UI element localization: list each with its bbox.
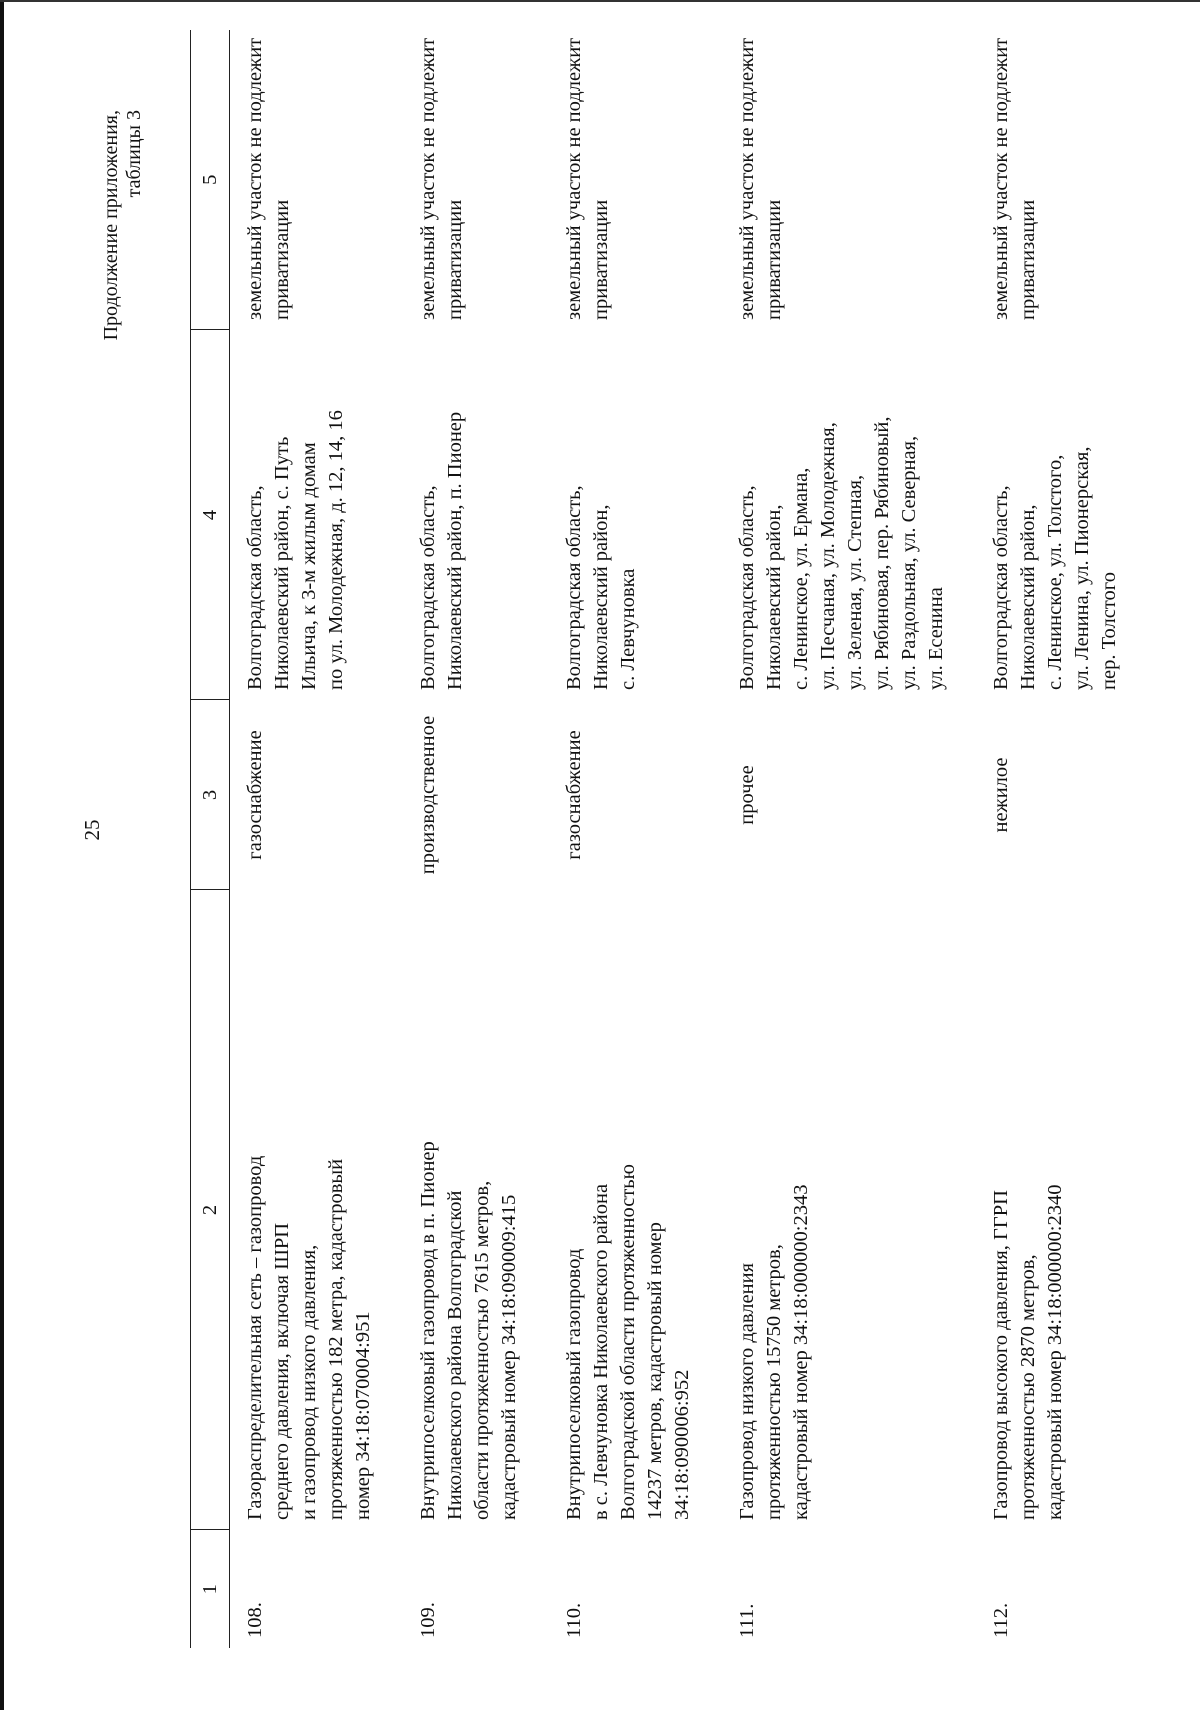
text-line: ул. Зеленая, ул. Степная, [844, 474, 866, 690]
property-table [190, 30, 1149, 1648]
column-header: 1 [191, 1530, 230, 1648]
column-header: 4 [191, 330, 230, 700]
text-line: ул. Рябиновая, пер. Рябиновый, [871, 416, 893, 690]
row-number: 109. [417, 1602, 439, 1638]
text-line: приватизации [1017, 199, 1039, 320]
text-line: земельный участок не подлежит [244, 37, 266, 320]
text-line: кадастровый номер 34:18:090009:415 [498, 1194, 520, 1520]
continuation-line: Продолжение приложения, [100, 110, 122, 341]
text-line: приватизации [763, 199, 785, 320]
object-purpose: нежилое [990, 757, 1012, 833]
text-line: в с. Левчуновка Николаевского района [590, 1183, 612, 1520]
table-row [722, 30, 976, 1648]
text-line: протяженностью 2870 метров, [1017, 1254, 1039, 1520]
text-line: по ул. Молодежная, д. 12, 14, 16 [325, 410, 347, 690]
text-line: земельный участок не подлежит [990, 37, 1012, 320]
object-address [549, 330, 722, 700]
row-number: 108. [244, 1602, 266, 1638]
text-line: ул. Есенина [925, 587, 947, 690]
text-line: Николаевский район, [1017, 504, 1039, 690]
text-line: пер. Толстого [1098, 572, 1120, 690]
text-line: земельный участок не подлежит [417, 37, 439, 320]
text-line: среднего давления, включая ШРП [271, 1222, 293, 1520]
text-line: ул. Ленина, ул. Пионерская, [1071, 446, 1093, 690]
text-line: с. Ленинское, ул. Толстого, [1044, 454, 1066, 690]
text-line: земельный участок не подлежит [736, 37, 758, 320]
page-number: 25 [80, 819, 104, 841]
table-row [403, 30, 549, 1648]
continuation-line: таблицы 3 [123, 110, 145, 198]
continuation-note [100, 110, 146, 420]
text-line: Газопровод высокого давления, ГГРП [990, 1190, 1012, 1520]
object-name [549, 890, 722, 1530]
table-row [976, 30, 1149, 1648]
object-address [230, 330, 404, 700]
row-number: 111. [736, 1603, 758, 1638]
object-address [722, 330, 976, 700]
object-purpose: газоснабжение [563, 730, 585, 860]
text-line: Волгоградская область, [244, 485, 266, 690]
text-line: и газопровод низкого давления, [298, 1244, 320, 1520]
object-note [230, 30, 404, 330]
text-line: ул. Раздольная, ул. Северная, [898, 435, 920, 690]
text-line: Ильича, к 3-м жилым домам [298, 442, 320, 690]
object-name [722, 890, 976, 1530]
table-row [549, 30, 722, 1648]
text-line: земельный участок не подлежит [563, 37, 585, 320]
text-line: Внутрипоселковый газопровод [563, 1248, 585, 1520]
text-line: Волгоградская область, [736, 485, 758, 690]
object-name [403, 890, 549, 1530]
table-row [230, 30, 404, 1648]
text-line: номер 34:18:070004:951 [352, 1311, 374, 1520]
text-line: Николаевский район, п. Пионер [444, 411, 466, 690]
text-line: Волгоградская область, [563, 485, 585, 690]
object-name [976, 890, 1149, 1530]
text-line: приватизации [444, 199, 466, 320]
object-purpose: производственное [417, 715, 439, 875]
text-line: Газораспределительная сеть – газопровод [244, 1155, 266, 1520]
text-line: Внутрипоселковый газопровод в п. Пионер [417, 1141, 439, 1520]
text-line: кадастровый номер 34:18:000000:2343 [790, 1184, 812, 1520]
object-name [230, 890, 404, 1530]
object-note [976, 30, 1149, 330]
column-header: 2 [191, 890, 230, 1530]
text-line: 34:18:090006:952 [671, 1369, 693, 1520]
text-line: Волгоградская область, [417, 485, 439, 690]
object-address [403, 330, 549, 700]
text-line: протяженностью 182 метра, кадастровый [325, 1158, 347, 1520]
row-number: 110. [563, 1602, 585, 1638]
text-line: Газопровод низкого давления [736, 1262, 758, 1520]
text-line: приватизации [271, 199, 293, 320]
text-line: Николаевского района Волгоградской [444, 1190, 466, 1520]
object-note [549, 30, 722, 330]
object-purpose: прочее [736, 765, 758, 825]
text-line: Волгоградской области протяженностью [617, 1164, 639, 1520]
object-note [403, 30, 549, 330]
text-line: протяженностью 15750 метров, [763, 1244, 785, 1520]
column-header: 5 [191, 30, 230, 330]
text-line: с. Ленинское, ул. Ермана, [790, 467, 812, 690]
object-address [976, 330, 1149, 700]
text-line: Николаевский район, [590, 504, 612, 690]
text-line: ул. Песчаная, ул. Молодежная, [817, 422, 839, 690]
text-line: с. Левчуновка [617, 568, 639, 690]
object-note [722, 30, 976, 330]
text-line: 14237 метров, кадастровый номер [644, 1222, 666, 1520]
row-number: 112. [990, 1602, 1012, 1638]
text-line: Николаевский район, с. Путь [271, 436, 293, 690]
text-line: кадастровый номер 34:18:000000:2340 [1044, 1184, 1066, 1520]
text-line: приватизации [590, 199, 612, 320]
text-line: области протяженностью 7615 метров, [471, 1180, 493, 1520]
text-line: Николаевский район, [763, 504, 785, 690]
text-line: Волгоградская область, [990, 485, 1012, 690]
table-header-row [191, 30, 230, 1648]
object-purpose: газоснабжение [244, 730, 266, 860]
column-header: 3 [191, 700, 230, 890]
